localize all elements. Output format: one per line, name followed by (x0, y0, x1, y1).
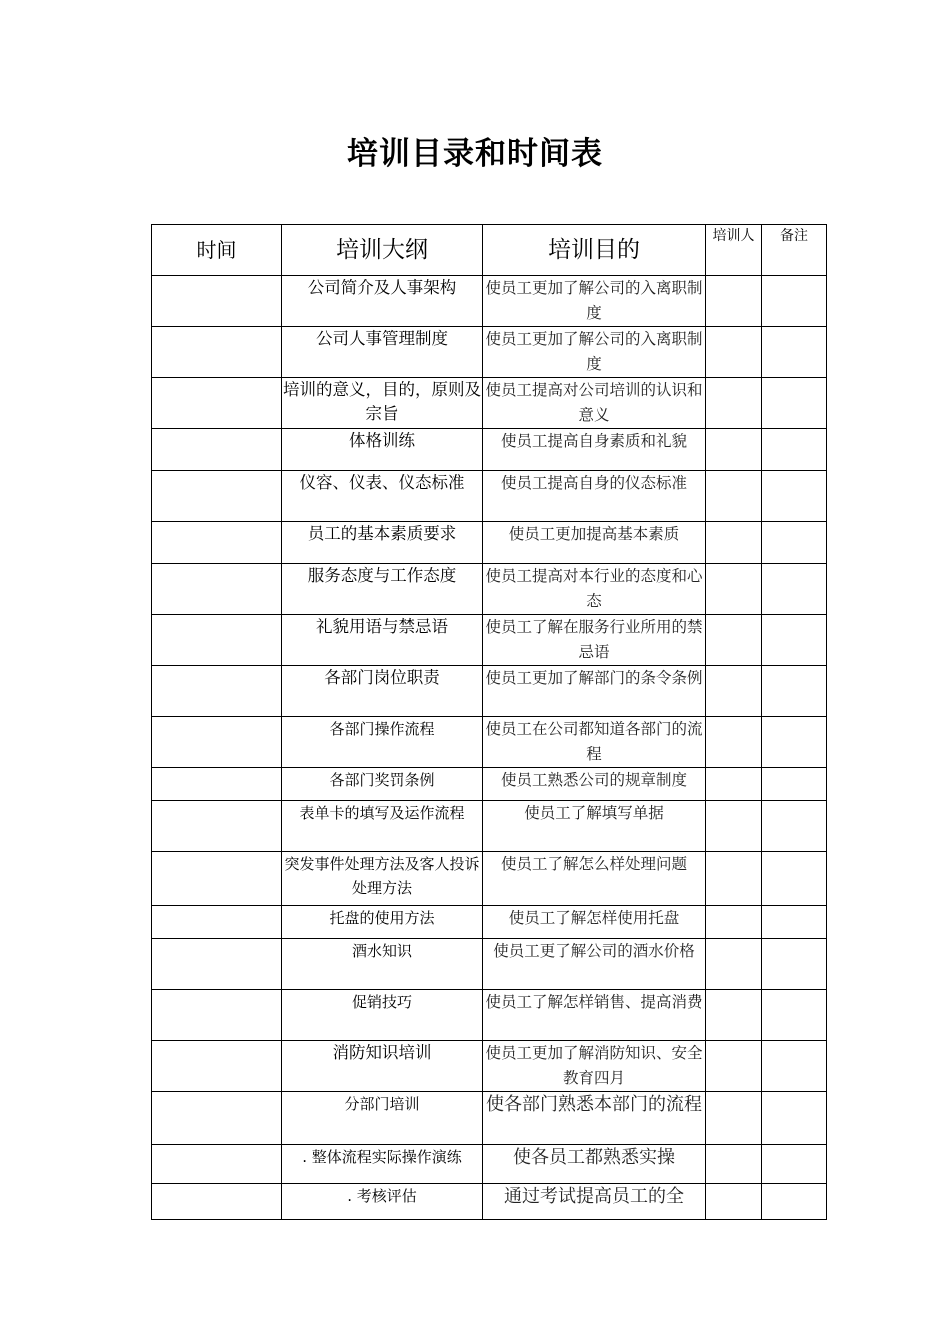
trainer-cell (706, 429, 762, 471)
trainer-cell (706, 615, 762, 666)
outline-cell: . 考核评估 (282, 1184, 483, 1220)
trainer-cell (706, 852, 762, 906)
remarks-cell (762, 1184, 827, 1220)
header-remarks: 备注 (762, 225, 827, 276)
purpose-cell: 使员工更加了解部门的条令条例 (483, 666, 706, 717)
remarks-cell (762, 1092, 827, 1145)
outline-cell: 服务态度与工作态度 (282, 564, 483, 615)
time-cell (152, 717, 282, 768)
remarks-cell (762, 666, 827, 717)
purpose-cell: 使员工在公司都知道各部门的流程 (483, 717, 706, 768)
table-row (152, 1184, 827, 1220)
trainer-cell (706, 801, 762, 852)
table-row (152, 378, 827, 429)
table-row (152, 276, 827, 327)
table-row (152, 327, 827, 378)
remarks-cell (762, 906, 827, 939)
outline-cell: 酒水知识 (282, 939, 483, 990)
table-row (152, 564, 827, 615)
header-purpose: 培训目的 (483, 225, 706, 276)
trainer-cell (706, 990, 762, 1041)
outline-cell: 培训的意义，目的，原则及宗旨 (282, 378, 483, 429)
remarks-cell (762, 615, 827, 666)
purpose-cell: 使各员工都熟悉实操 (483, 1145, 706, 1184)
time-cell (152, 768, 282, 801)
remarks-cell (762, 852, 827, 906)
purpose-cell: 使员工提高自身的仪态标准 (483, 471, 706, 522)
outline-cell: 各部门奖罚条例 (282, 768, 483, 801)
remarks-cell (762, 564, 827, 615)
purpose-cell: 使员工更了解公司的酒水价格 (483, 939, 706, 990)
remarks-cell (762, 378, 827, 429)
purpose-cell: 通过考试提高员工的全 (483, 1184, 706, 1220)
time-cell (152, 327, 282, 378)
purpose-cell: 使员工更加了解公司的入离职制度 (483, 276, 706, 327)
table-row (152, 852, 827, 906)
table-row (152, 1041, 827, 1092)
purpose-cell: 使员工了解填写单据 (483, 801, 706, 852)
time-cell (152, 906, 282, 939)
outline-cell: 体格训练 (282, 429, 483, 471)
trainer-cell (706, 768, 762, 801)
outline-cell: . 整体流程实际操作演练 (282, 1145, 483, 1184)
header-outline: 培训大纲 (282, 225, 483, 276)
time-cell (152, 1145, 282, 1184)
table-row (152, 1092, 827, 1145)
purpose-cell: 使员工了解在服务行业所用的禁忌语 (483, 615, 706, 666)
trainer-cell (706, 522, 762, 564)
outline-cell: 公司人事管理制度 (282, 327, 483, 378)
table-row (152, 666, 827, 717)
time-cell (152, 276, 282, 327)
remarks-cell (762, 276, 827, 327)
table-row (152, 522, 827, 564)
remarks-cell (762, 327, 827, 378)
purpose-cell: 使各部门熟悉本部门的流程 (483, 1092, 706, 1145)
time-cell (152, 1041, 282, 1092)
purpose-cell: 使员工提高对本行业的态度和心态 (483, 564, 706, 615)
time-cell (152, 615, 282, 666)
purpose-cell: 使员工更加了解消防知识、安全教育四月 (483, 1041, 706, 1092)
time-cell (152, 564, 282, 615)
trainer-cell (706, 1092, 762, 1145)
remarks-cell (762, 429, 827, 471)
outline-cell: 表单卡的填写及运作流程 (282, 801, 483, 852)
trainer-cell (706, 717, 762, 768)
time-cell (152, 801, 282, 852)
table-row (152, 615, 827, 666)
table-row (152, 939, 827, 990)
table-row (152, 906, 827, 939)
purpose-cell: 使员工更加提高基本素质 (483, 522, 706, 564)
remarks-cell (762, 768, 827, 801)
remarks-cell (762, 939, 827, 990)
time-cell (152, 1184, 282, 1220)
table-row (152, 471, 827, 522)
time-cell (152, 522, 282, 564)
purpose-cell: 使员工熟悉公司的规章制度 (483, 768, 706, 801)
trainer-cell (706, 906, 762, 939)
trainer-cell (706, 276, 762, 327)
outline-cell: 突发事件处理方法及客人投诉处理方法 (282, 852, 483, 906)
trainer-cell (706, 378, 762, 429)
header-trainer: 培训人 (706, 225, 762, 276)
table-header-row (152, 225, 827, 276)
trainer-cell (706, 1145, 762, 1184)
table-row (152, 1145, 827, 1184)
time-cell (152, 990, 282, 1041)
trainer-cell (706, 666, 762, 717)
trainer-cell (706, 1041, 762, 1092)
header-time: 时间 (152, 225, 282, 276)
outline-cell: 员工的基本素质要求 (282, 522, 483, 564)
outline-cell: 促销技巧 (282, 990, 483, 1041)
purpose-cell: 使员工更加了解公司的入离职制度 (483, 327, 706, 378)
outline-cell: 礼貌用语与禁忌语 (282, 615, 483, 666)
outline-cell: 分部门培训 (282, 1092, 483, 1145)
time-cell (152, 939, 282, 990)
table-row (152, 801, 827, 852)
purpose-cell: 使员工了解怎样销售、提高消费 (483, 990, 706, 1041)
time-cell (152, 429, 282, 471)
trainer-cell (706, 327, 762, 378)
trainer-cell (706, 1184, 762, 1220)
purpose-cell: 使员工提高对公司培训的认识和意义 (483, 378, 706, 429)
outline-cell: 托盘的使用方法 (282, 906, 483, 939)
remarks-cell (762, 717, 827, 768)
table-row (152, 768, 827, 801)
table-row (152, 990, 827, 1041)
outline-cell: 各部门岗位职责 (282, 666, 483, 717)
trainer-cell (706, 939, 762, 990)
outline-cell: 仪容、仪表、仪态标准 (282, 471, 483, 522)
purpose-cell: 使员工了解怎样使用托盘 (483, 906, 706, 939)
time-cell (152, 852, 282, 906)
outline-cell: 各部门操作流程 (282, 717, 483, 768)
trainer-cell (706, 471, 762, 522)
time-cell (152, 1092, 282, 1145)
remarks-cell (762, 522, 827, 564)
time-cell (152, 378, 282, 429)
training-schedule-table (151, 224, 827, 1220)
purpose-cell: 使员工提高自身素质和礼貌 (483, 429, 706, 471)
table-row (152, 717, 827, 768)
page-title: 培训目录和时间表 (347, 136, 603, 172)
remarks-cell (762, 801, 827, 852)
outline-cell: 公司简介及人事架构 (282, 276, 483, 327)
table-row (152, 429, 827, 471)
time-cell (152, 471, 282, 522)
time-cell (152, 666, 282, 717)
remarks-cell (762, 471, 827, 522)
remarks-cell (762, 990, 827, 1041)
remarks-cell (762, 1145, 827, 1184)
remarks-cell (762, 1041, 827, 1092)
outline-cell: 消防知识培训 (282, 1041, 483, 1092)
trainer-cell (706, 564, 762, 615)
purpose-cell: 使员工了解怎么样处理问题 (483, 852, 706, 906)
